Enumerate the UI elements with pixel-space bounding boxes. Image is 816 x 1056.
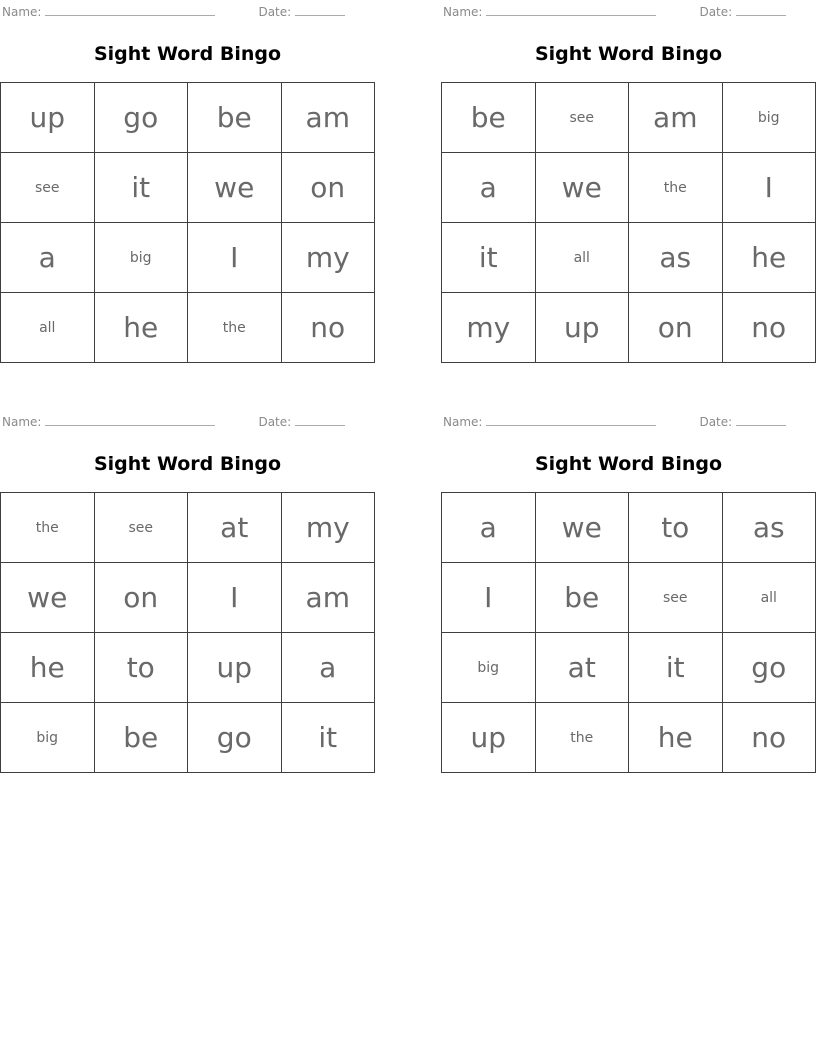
bingo-cell: go — [95, 83, 189, 153]
card-row-top — [0, 4, 816, 363]
bingo-grid — [0, 492, 375, 773]
card-title: Sight Word Bingo — [534, 453, 723, 475]
bingo-cell: am — [282, 83, 376, 153]
card-title: Sight Word Bingo — [534, 43, 723, 65]
bingo-cell: be — [188, 83, 282, 153]
bingo-cell: it — [282, 703, 376, 773]
bingo-cell: at — [536, 633, 630, 703]
bingo-cell: as — [629, 223, 723, 293]
bingo-cell: big — [1, 703, 95, 773]
bingo-cell: he — [95, 293, 189, 363]
bingo-card-2 — [441, 4, 816, 363]
bingo-cell: see — [95, 493, 189, 563]
date-field-line — [295, 414, 345, 426]
bingo-cell: up — [1, 83, 95, 153]
bingo-cell: he — [629, 703, 723, 773]
bingo-cell: up — [188, 633, 282, 703]
date-label: Date: — [258, 415, 292, 429]
name-label: Name: — [2, 5, 42, 19]
bingo-card-4 — [441, 414, 816, 773]
bingo-cell: a — [282, 633, 376, 703]
bingo-cell: go — [723, 633, 816, 703]
bingo-cell: all — [1, 293, 95, 363]
bingo-cell: it — [95, 153, 189, 223]
bingo-grid — [441, 492, 816, 773]
bingo-cell: up — [442, 703, 536, 773]
bingo-cell: the — [1, 493, 95, 563]
bingo-cell: a — [442, 153, 536, 223]
name-field-line — [486, 414, 656, 426]
bingo-cell: my — [442, 293, 536, 363]
bingo-cell: see — [536, 83, 630, 153]
bingo-cell: we — [536, 493, 630, 563]
date-field-line — [736, 4, 786, 16]
bingo-card-1 — [0, 4, 375, 363]
bingo-cell: I — [723, 153, 816, 223]
card-title: Sight Word Bingo — [93, 453, 282, 475]
card-row-bottom — [0, 414, 816, 773]
bingo-cell: see — [629, 563, 723, 633]
bingo-cell: see — [1, 153, 95, 223]
bingo-cell: on — [95, 563, 189, 633]
bingo-cell: we — [1, 563, 95, 633]
bingo-cell: it — [629, 633, 723, 703]
bingo-cell: a — [1, 223, 95, 293]
bingo-cell: it — [442, 223, 536, 293]
name-field-line — [486, 4, 656, 16]
bingo-cell: the — [188, 293, 282, 363]
bingo-grid — [0, 82, 375, 363]
bingo-cell: am — [629, 83, 723, 153]
bingo-cell: my — [282, 493, 376, 563]
bingo-cell: I — [188, 223, 282, 293]
bingo-cell: all — [723, 563, 816, 633]
bingo-cell: the — [629, 153, 723, 223]
card-header — [0, 414, 375, 429]
card-header — [441, 4, 816, 19]
bingo-cell: a — [442, 493, 536, 563]
card-header — [441, 414, 816, 429]
bingo-grid — [441, 82, 816, 363]
date-label: Date: — [258, 5, 292, 19]
bingo-cell: my — [282, 223, 376, 293]
bingo-cell: no — [282, 293, 376, 363]
bingo-cell: the — [536, 703, 630, 773]
card-header — [0, 4, 375, 19]
bingo-cell: he — [723, 223, 816, 293]
bingo-cell: to — [629, 493, 723, 563]
bingo-cell: am — [282, 563, 376, 633]
bingo-cell: no — [723, 703, 816, 773]
bingo-cell: be — [442, 83, 536, 153]
bingo-cell: we — [188, 153, 282, 223]
bingo-cell: we — [536, 153, 630, 223]
bingo-cell: up — [536, 293, 630, 363]
bingo-cell: big — [95, 223, 189, 293]
date-label: Date: — [699, 415, 733, 429]
bingo-cell: no — [723, 293, 816, 363]
date-label: Date: — [699, 5, 733, 19]
bingo-cell: I — [188, 563, 282, 633]
name-field-line — [45, 414, 215, 426]
bingo-cell: big — [723, 83, 816, 153]
bingo-cell: as — [723, 493, 816, 563]
bingo-cell: to — [95, 633, 189, 703]
bingo-cell: I — [442, 563, 536, 633]
bingo-cell: on — [629, 293, 723, 363]
date-field-line — [295, 4, 345, 16]
card-title: Sight Word Bingo — [93, 43, 282, 65]
bingo-cell: be — [95, 703, 189, 773]
bingo-cell: he — [1, 633, 95, 703]
bingo-cell: go — [188, 703, 282, 773]
bingo-cell: be — [536, 563, 630, 633]
bingo-cell: all — [536, 223, 630, 293]
bingo-cell: big — [442, 633, 536, 703]
date-field-line — [736, 414, 786, 426]
name-label: Name: — [443, 415, 483, 429]
name-label: Name: — [2, 415, 42, 429]
bingo-card-3 — [0, 414, 375, 773]
bingo-cell: on — [282, 153, 376, 223]
bingo-cell: at — [188, 493, 282, 563]
name-field-line — [45, 4, 215, 16]
name-label: Name: — [443, 5, 483, 19]
